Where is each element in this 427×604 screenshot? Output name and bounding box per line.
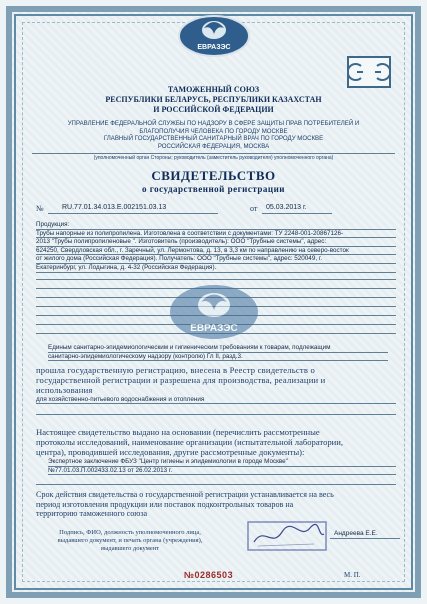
blank-rule <box>36 279 396 280</box>
basis-line1: Настоящее свидетельство выдано на основании (перечислить рассмотренные <box>36 427 320 437</box>
authority-line3: ГЛАВНЫЙ ГОСУДАРСТВЕННЫЙ САНИТАРНЫЙ ВРАЧ ПО ГОРОДУ МОСКВЕ <box>103 135 324 143</box>
registration-use: для хозяйственно-питьевого водоснабжения и отопления <box>36 396 396 404</box>
validity-line3: территорию таможенного союза <box>36 509 148 519</box>
authority-line2: БЛАГОПОЛУЧИЯ ЧЕЛОВЕКА ПО ГОРОДУ МОСКВЕ <box>139 127 288 135</box>
authority-line4: РОССИЙСКАЯ ФЕДЕРАЦИЯ, МОСКВА <box>157 143 270 151</box>
customs-mark-logo <box>347 56 391 88</box>
signer-rule <box>330 538 400 539</box>
seal-place-label: М. П. <box>344 571 361 579</box>
authority-caption: (уполномоченный орган Стороны; руководитель (заместитель руководителя) уполномоченного органа) <box>93 155 334 161</box>
official-stamp <box>244 518 330 554</box>
signature-caption-line1: Подпись, ФИО, должность уполномоченного лица, <box>59 529 201 536</box>
basis-line2: протоколы исследований, наименование организации (испытательной лаборатории, <box>36 436 344 447</box>
basis-document-line1: Экспертное заключение ФБУЗ "Центр гигиены и эпидемиологии в городе Москве" <box>48 458 396 467</box>
registration-line2: государственной регистрации и разрешена для производства, реализации и <box>36 374 326 385</box>
registration-line1: прошла государственную регистрацию, внесена в Реестр свидетельств о <box>36 365 315 375</box>
number-label: № <box>36 204 44 213</box>
signer-name: Андреева Е.Е. <box>334 530 378 537</box>
authority-rule <box>32 153 395 154</box>
basis-document-line2: №77.01.03.П.002433.02.13 от 26.02.2013 г. <box>48 467 396 476</box>
eurasec-watermark <box>168 283 260 341</box>
product-line1: Трубы напорные из полипропилена. Изготовлена в соответствии с документами: ТУ 2248-001-20867126- <box>36 230 396 239</box>
signature-caption-line3: выдавшего документ <box>100 545 160 552</box>
certificate-subtitle: о государственной регистрации <box>142 184 285 194</box>
certificate-title: СВИДЕТЕЛЬСТВО <box>151 168 276 183</box>
emblem-text: ЕВРАЗЭС <box>197 44 231 51</box>
product-line5: Екатеринбург, ул. Лодыгина, д. 4-32 (Российская Федерация). <box>36 264 396 273</box>
product-line2: 2013 "Трубы полипропиленовые ". Изготовитель (производитель): ООО "Трубные системы", адрес: <box>36 238 396 247</box>
product-line3: 624250, Свердловская обл., г. Заречный, ул. Лермонтова, д. 13, в 3,3 км по направлению на северо-восток <box>36 247 396 256</box>
product-line4: от жилого дома (Российская Федерация). Получатель: ООО "Трубные системы", адрес: 520049, г. <box>36 255 396 264</box>
authority-line1: УПРАВЛЕНИЕ ФЕДЕРАЛЬНОЙ СЛУЖБЫ ПО НАДЗОРУ В СФЕРЕ ЗАЩИТЫ ПРАВ ПОТРЕБИТЕЛЕЙ И <box>67 120 360 127</box>
requirements-line2: санитарно-эпидемиологическому надзору (контролю) Гл II, разд.3. <box>48 353 388 362</box>
header-title-line1: ТАМОЖЕННЫЙ СОЮЗ <box>167 85 260 94</box>
serial-number: №0286503 <box>184 570 234 580</box>
blank-rule <box>36 414 396 415</box>
certificate-date: 05.03.2013 г. <box>266 204 307 211</box>
date-label: от <box>250 204 258 213</box>
basis-line3: центра), проводившей исследования, другие рассмотренные документы): <box>36 446 305 457</box>
blank-rule <box>36 484 396 485</box>
date-rule <box>262 213 332 214</box>
validity-line2: период изготовления продукции или поставок подконтрольных товаров на <box>36 499 294 509</box>
signature-caption-line2: выдавшего документ, и печать органа (учреждения), <box>57 537 203 544</box>
watermark-text: ЕВРАЗЭС <box>190 323 238 334</box>
certificate-number: RU.77.01.34.013.E.002151.03.13 <box>62 204 167 211</box>
header-title-line3: И РОССИЙСКОЙ ФЕДЕРАЦИИ <box>153 105 274 114</box>
number-rule <box>48 213 218 214</box>
registration-line3: использования <box>36 384 93 395</box>
validity-line1: Срок действия свидетельства о государственной регистрации устанавливается на весь <box>36 490 334 499</box>
product-label: Продукция: <box>36 221 396 230</box>
header-title-line2: РЕСПУБЛИКИ БЕЛАРУСЬ, РЕСПУБЛИКИ КАЗАХСТАН <box>105 95 322 104</box>
eurasec-emblem <box>177 14 251 58</box>
requirements-line1: Единым санитарно-эпидемиологическим и гигиеническим требованиям к товарам, подлежащим <box>48 344 388 353</box>
